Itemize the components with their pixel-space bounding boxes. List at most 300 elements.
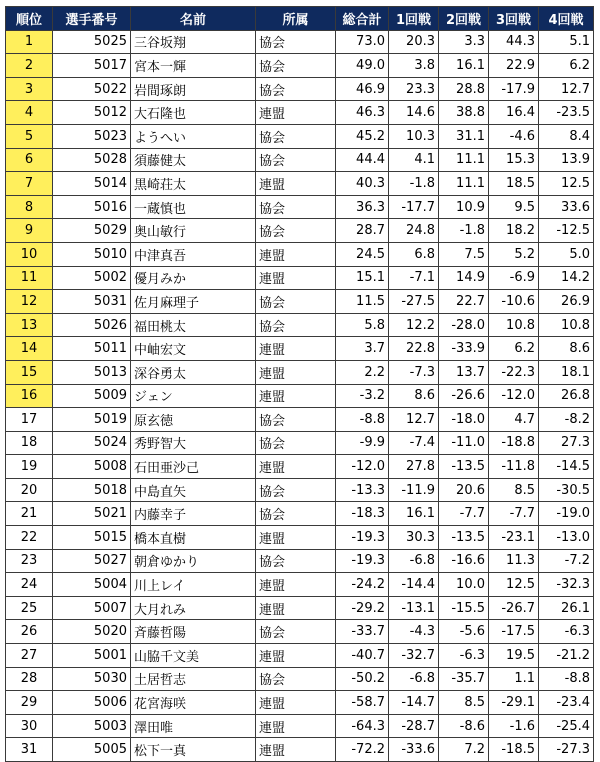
- table-row: [6, 455, 594, 479]
- cell-round-2: 20.6: [439, 478, 489, 502]
- cell-player-number: 5028: [53, 148, 131, 172]
- cell-player-number: 5003: [53, 714, 131, 738]
- cell-total: -24.2: [336, 573, 389, 597]
- cell-round-1: 3.8: [389, 54, 439, 78]
- cell-affiliation: 協会: [256, 30, 336, 54]
- cell-name: 一蔵慎也: [131, 195, 256, 219]
- cell-round-4: 26.1: [539, 596, 594, 620]
- cell-name: 須藤健太: [131, 148, 256, 172]
- cell-affiliation: 協会: [256, 431, 336, 455]
- cell-round-3: 22.9: [489, 54, 539, 78]
- header-affiliation: 所属: [256, 7, 336, 31]
- cell-name: 朝倉ゆかり: [131, 549, 256, 573]
- cell-round-2: -13.5: [439, 526, 489, 550]
- cell-total: 2.2: [336, 360, 389, 384]
- cell-total: -18.3: [336, 502, 389, 526]
- cell-rank: 15: [6, 360, 53, 384]
- header-total: 総合計: [336, 7, 389, 31]
- cell-name: 奥山敏行: [131, 219, 256, 243]
- cell-round-2: 13.7: [439, 360, 489, 384]
- cell-round-2: -1.8: [439, 219, 489, 243]
- cell-rank: 21: [6, 502, 53, 526]
- cell-round-1: 6.8: [389, 242, 439, 266]
- cell-rank: 20: [6, 478, 53, 502]
- cell-rank: 12: [6, 290, 53, 314]
- header-rank: 順位: [6, 7, 53, 31]
- cell-name: 三谷坂翔: [131, 30, 256, 54]
- cell-round-1: -7.1: [389, 266, 439, 290]
- cell-round-4: -12.5: [539, 219, 594, 243]
- cell-rank: 27: [6, 644, 53, 668]
- cell-affiliation: 連盟: [256, 526, 336, 550]
- cell-round-4: 27.3: [539, 431, 594, 455]
- table-row: [6, 384, 594, 408]
- cell-round-2: 22.7: [439, 290, 489, 314]
- cell-round-4: -8.2: [539, 408, 594, 432]
- cell-round-4: 33.6: [539, 195, 594, 219]
- cell-rank: 11: [6, 266, 53, 290]
- cell-player-number: 5010: [53, 242, 131, 266]
- cell-round-4: -21.2: [539, 644, 594, 668]
- cell-rank: 23: [6, 549, 53, 573]
- cell-total: -13.3: [336, 478, 389, 502]
- cell-total: 28.7: [336, 219, 389, 243]
- cell-total: -8.8: [336, 408, 389, 432]
- cell-round-2: -28.0: [439, 313, 489, 337]
- results-body: [6, 30, 594, 761]
- cell-rank: 4: [6, 101, 53, 125]
- cell-round-4: 5.1: [539, 30, 594, 54]
- cell-affiliation: 協会: [256, 148, 336, 172]
- table-row: [6, 408, 594, 432]
- cell-round-4: 26.9: [539, 290, 594, 314]
- cell-round-1: -6.8: [389, 667, 439, 691]
- cell-player-number: 5019: [53, 408, 131, 432]
- table-row: [6, 714, 594, 738]
- cell-affiliation: 連盟: [256, 360, 336, 384]
- cell-round-4: 18.1: [539, 360, 594, 384]
- cell-name: 秀野智大: [131, 431, 256, 455]
- table-row: [6, 290, 594, 314]
- cell-name: 澤田唯: [131, 714, 256, 738]
- cell-total: -50.2: [336, 667, 389, 691]
- cell-name: 中岫宏文: [131, 337, 256, 361]
- cell-round-2: -8.6: [439, 714, 489, 738]
- cell-affiliation: 協会: [256, 313, 336, 337]
- cell-round-3: -17.5: [489, 620, 539, 644]
- cell-round-1: 4.1: [389, 148, 439, 172]
- cell-round-3: 9.5: [489, 195, 539, 219]
- cell-round-2: -35.7: [439, 667, 489, 691]
- table-row: [6, 148, 594, 172]
- cell-affiliation: 連盟: [256, 738, 336, 762]
- cell-total: 3.7: [336, 337, 389, 361]
- cell-round-3: -26.7: [489, 596, 539, 620]
- table-row: [6, 549, 594, 573]
- cell-round-4: -14.5: [539, 455, 594, 479]
- cell-round-1: 20.3: [389, 30, 439, 54]
- results-table: [5, 6, 594, 762]
- cell-round-3: -12.0: [489, 384, 539, 408]
- cell-total: 49.0: [336, 54, 389, 78]
- table-row: [6, 195, 594, 219]
- cell-player-number: 5012: [53, 101, 131, 125]
- cell-rank: 7: [6, 172, 53, 196]
- cell-round-1: -32.7: [389, 644, 439, 668]
- cell-round-3: 12.5: [489, 573, 539, 597]
- table-row: [6, 172, 594, 196]
- header-round-3: 3回戦: [489, 7, 539, 31]
- cell-round-3: 16.4: [489, 101, 539, 125]
- cell-rank: 26: [6, 620, 53, 644]
- cell-name: 松下一真: [131, 738, 256, 762]
- table-row: [6, 738, 594, 762]
- cell-rank: 16: [6, 384, 53, 408]
- cell-round-1: 16.1: [389, 502, 439, 526]
- cell-rank: 17: [6, 408, 53, 432]
- cell-round-4: -27.3: [539, 738, 594, 762]
- cell-round-2: 8.5: [439, 691, 489, 715]
- cell-round-1: -11.9: [389, 478, 439, 502]
- cell-player-number: 5018: [53, 478, 131, 502]
- cell-player-number: 5007: [53, 596, 131, 620]
- header-round-4: 4回戦: [539, 7, 594, 31]
- cell-player-number: 5014: [53, 172, 131, 196]
- cell-round-2: -15.5: [439, 596, 489, 620]
- table-row: [6, 667, 594, 691]
- cell-round-2: -5.6: [439, 620, 489, 644]
- cell-round-2: -26.6: [439, 384, 489, 408]
- cell-round-2: -18.0: [439, 408, 489, 432]
- cell-round-2: 31.1: [439, 124, 489, 148]
- cell-round-1: -13.1: [389, 596, 439, 620]
- cell-player-number: 5013: [53, 360, 131, 384]
- cell-round-1: -1.8: [389, 172, 439, 196]
- cell-name: 石田亜沙己: [131, 455, 256, 479]
- cell-round-3: 11.3: [489, 549, 539, 573]
- cell-round-4: 8.6: [539, 337, 594, 361]
- cell-affiliation: 連盟: [256, 266, 336, 290]
- cell-round-4: -25.4: [539, 714, 594, 738]
- cell-round-4: 8.4: [539, 124, 594, 148]
- cell-round-4: 6.2: [539, 54, 594, 78]
- cell-round-1: 22.8: [389, 337, 439, 361]
- header-round-2: 2回戦: [439, 7, 489, 31]
- cell-round-3: 44.3: [489, 30, 539, 54]
- cell-name: ジェン: [131, 384, 256, 408]
- cell-round-1: 12.7: [389, 408, 439, 432]
- cell-player-number: 5015: [53, 526, 131, 550]
- table-row: [6, 596, 594, 620]
- cell-round-4: -32.3: [539, 573, 594, 597]
- cell-total: 45.2: [336, 124, 389, 148]
- header-player-number: 選手番号: [53, 7, 131, 31]
- cell-affiliation: 連盟: [256, 384, 336, 408]
- cell-player-number: 5001: [53, 644, 131, 668]
- cell-round-2: 7.5: [439, 242, 489, 266]
- cell-name: 土居哲志: [131, 667, 256, 691]
- cell-round-3: 10.8: [489, 313, 539, 337]
- cell-round-3: -7.7: [489, 502, 539, 526]
- cell-rank: 30: [6, 714, 53, 738]
- cell-rank: 1: [6, 30, 53, 54]
- cell-name: 内藤幸子: [131, 502, 256, 526]
- cell-round-4: -19.0: [539, 502, 594, 526]
- results-table-container: [5, 6, 594, 762]
- cell-affiliation: 協会: [256, 549, 336, 573]
- cell-round-1: -14.7: [389, 691, 439, 715]
- cell-player-number: 5011: [53, 337, 131, 361]
- cell-total: 46.3: [336, 101, 389, 125]
- cell-round-3: 8.5: [489, 478, 539, 502]
- cell-round-1: 10.3: [389, 124, 439, 148]
- cell-total: -12.0: [336, 455, 389, 479]
- cell-rank: 14: [6, 337, 53, 361]
- cell-round-2: 38.8: [439, 101, 489, 125]
- cell-round-4: -13.0: [539, 526, 594, 550]
- cell-player-number: 5006: [53, 691, 131, 715]
- cell-round-3: 5.2: [489, 242, 539, 266]
- header-round-1: 1回戦: [389, 7, 439, 31]
- cell-round-4: -8.8: [539, 667, 594, 691]
- cell-round-3: 19.5: [489, 644, 539, 668]
- cell-round-2: 11.1: [439, 148, 489, 172]
- cell-affiliation: 協会: [256, 290, 336, 314]
- cell-total: 36.3: [336, 195, 389, 219]
- cell-total: 11.5: [336, 290, 389, 314]
- cell-name: 佐月麻理子: [131, 290, 256, 314]
- table-row: [6, 431, 594, 455]
- cell-total: -33.7: [336, 620, 389, 644]
- cell-round-2: -33.9: [439, 337, 489, 361]
- cell-total: -29.2: [336, 596, 389, 620]
- cell-round-4: 13.9: [539, 148, 594, 172]
- cell-round-2: 3.3: [439, 30, 489, 54]
- cell-round-4: -6.3: [539, 620, 594, 644]
- cell-total: -58.7: [336, 691, 389, 715]
- cell-round-3: -10.6: [489, 290, 539, 314]
- cell-rank: 22: [6, 526, 53, 550]
- cell-player-number: 5026: [53, 313, 131, 337]
- cell-total: -19.3: [336, 549, 389, 573]
- cell-affiliation: 協会: [256, 77, 336, 101]
- cell-total: 44.4: [336, 148, 389, 172]
- cell-rank: 28: [6, 667, 53, 691]
- cell-round-1: 27.8: [389, 455, 439, 479]
- cell-name: 優月みか: [131, 266, 256, 290]
- cell-rank: 18: [6, 431, 53, 455]
- header-name: 名前: [131, 7, 256, 31]
- cell-round-1: -28.7: [389, 714, 439, 738]
- cell-affiliation: 連盟: [256, 596, 336, 620]
- cell-player-number: 5030: [53, 667, 131, 691]
- cell-rank: 2: [6, 54, 53, 78]
- cell-affiliation: 連盟: [256, 644, 336, 668]
- cell-round-2: -16.6: [439, 549, 489, 573]
- cell-affiliation: 連盟: [256, 101, 336, 125]
- cell-round-1: -7.4: [389, 431, 439, 455]
- cell-round-1: 24.8: [389, 219, 439, 243]
- header-row: [6, 7, 594, 31]
- cell-round-3: -18.5: [489, 738, 539, 762]
- cell-player-number: 5016: [53, 195, 131, 219]
- cell-affiliation: 連盟: [256, 337, 336, 361]
- cell-total: 15.1: [336, 266, 389, 290]
- cell-round-1: 30.3: [389, 526, 439, 550]
- cell-round-4: 12.5: [539, 172, 594, 196]
- cell-round-3: 15.3: [489, 148, 539, 172]
- cell-round-2: 16.1: [439, 54, 489, 78]
- cell-round-3: -29.1: [489, 691, 539, 715]
- table-row: [6, 242, 594, 266]
- cell-player-number: 5027: [53, 549, 131, 573]
- cell-round-3: 4.7: [489, 408, 539, 432]
- cell-round-3: 1.1: [489, 667, 539, 691]
- cell-player-number: 5025: [53, 30, 131, 54]
- cell-round-2: 10.9: [439, 195, 489, 219]
- cell-player-number: 5031: [53, 290, 131, 314]
- cell-player-number: 5024: [53, 431, 131, 455]
- cell-affiliation: 連盟: [256, 573, 336, 597]
- cell-round-1: 14.6: [389, 101, 439, 125]
- cell-round-1: 8.6: [389, 384, 439, 408]
- cell-round-4: -23.5: [539, 101, 594, 125]
- cell-affiliation: 協会: [256, 195, 336, 219]
- cell-round-4: -7.2: [539, 549, 594, 573]
- table-row: [6, 360, 594, 384]
- cell-name: 宮本一輝: [131, 54, 256, 78]
- cell-affiliation: 協会: [256, 54, 336, 78]
- cell-total: 40.3: [336, 172, 389, 196]
- cell-total: -3.2: [336, 384, 389, 408]
- table-row: [6, 124, 594, 148]
- cell-round-4: 5.0: [539, 242, 594, 266]
- cell-total: -64.3: [336, 714, 389, 738]
- cell-round-3: -17.9: [489, 77, 539, 101]
- cell-affiliation: 協会: [256, 502, 336, 526]
- cell-player-number: 5022: [53, 77, 131, 101]
- cell-name: 中島直矢: [131, 478, 256, 502]
- cell-name: 斉藤哲陽: [131, 620, 256, 644]
- cell-round-4: 12.7: [539, 77, 594, 101]
- cell-player-number: 5029: [53, 219, 131, 243]
- table-row: [6, 30, 594, 54]
- cell-round-3: -6.9: [489, 266, 539, 290]
- cell-player-number: 5004: [53, 573, 131, 597]
- cell-round-4: 26.8: [539, 384, 594, 408]
- cell-rank: 13: [6, 313, 53, 337]
- cell-affiliation: 協会: [256, 478, 336, 502]
- cell-affiliation: 協会: [256, 620, 336, 644]
- cell-affiliation: 連盟: [256, 242, 336, 266]
- cell-round-3: -18.8: [489, 431, 539, 455]
- table-row: [6, 266, 594, 290]
- cell-affiliation: 協会: [256, 667, 336, 691]
- cell-rank: 19: [6, 455, 53, 479]
- cell-rank: 25: [6, 596, 53, 620]
- table-row: [6, 644, 594, 668]
- cell-rank: 29: [6, 691, 53, 715]
- cell-round-1: -14.4: [389, 573, 439, 597]
- table-row: [6, 620, 594, 644]
- cell-name: 大石隆也: [131, 101, 256, 125]
- cell-rank: 3: [6, 77, 53, 101]
- table-row: [6, 526, 594, 550]
- cell-name: 黒崎荘太: [131, 172, 256, 196]
- cell-round-1: -6.8: [389, 549, 439, 573]
- cell-round-3: -23.1: [489, 526, 539, 550]
- cell-total: -19.3: [336, 526, 389, 550]
- table-row: [6, 502, 594, 526]
- table-row: [6, 573, 594, 597]
- cell-total: -72.2: [336, 738, 389, 762]
- cell-name: 山脇千文美: [131, 644, 256, 668]
- cell-name: 花宮海咲: [131, 691, 256, 715]
- cell-round-4: -30.5: [539, 478, 594, 502]
- cell-affiliation: 協会: [256, 124, 336, 148]
- cell-total: 73.0: [336, 30, 389, 54]
- cell-total: 24.5: [336, 242, 389, 266]
- cell-affiliation: 連盟: [256, 455, 336, 479]
- cell-round-2: 11.1: [439, 172, 489, 196]
- cell-affiliation: 連盟: [256, 714, 336, 738]
- cell-round-2: 28.8: [439, 77, 489, 101]
- table-row: [6, 337, 594, 361]
- table-row: [6, 54, 594, 78]
- cell-round-3: 6.2: [489, 337, 539, 361]
- cell-total: -40.7: [336, 644, 389, 668]
- cell-rank: 24: [6, 573, 53, 597]
- table-row: [6, 219, 594, 243]
- table-row: [6, 313, 594, 337]
- cell-round-2: 7.2: [439, 738, 489, 762]
- cell-rank: 8: [6, 195, 53, 219]
- cell-name: 川上レイ: [131, 573, 256, 597]
- cell-round-4: 14.2: [539, 266, 594, 290]
- cell-name: 大月れみ: [131, 596, 256, 620]
- cell-player-number: 5005: [53, 738, 131, 762]
- table-row: [6, 691, 594, 715]
- cell-player-number: 5008: [53, 455, 131, 479]
- cell-round-2: -7.7: [439, 502, 489, 526]
- cell-round-2: 10.0: [439, 573, 489, 597]
- cell-round-2: -13.5: [439, 455, 489, 479]
- cell-name: 橋本直樹: [131, 526, 256, 550]
- cell-player-number: 5017: [53, 54, 131, 78]
- cell-total: 5.8: [336, 313, 389, 337]
- cell-affiliation: 連盟: [256, 172, 336, 196]
- cell-rank: 9: [6, 219, 53, 243]
- cell-round-2: -11.0: [439, 431, 489, 455]
- cell-round-3: -11.8: [489, 455, 539, 479]
- cell-total: -9.9: [336, 431, 389, 455]
- cell-round-2: 14.9: [439, 266, 489, 290]
- cell-round-1: -27.5: [389, 290, 439, 314]
- cell-round-3: 18.5: [489, 172, 539, 196]
- cell-affiliation: 協会: [256, 408, 336, 432]
- cell-player-number: 5009: [53, 384, 131, 408]
- cell-name: 岩間琢朗: [131, 77, 256, 101]
- cell-player-number: 5021: [53, 502, 131, 526]
- cell-round-3: 18.2: [489, 219, 539, 243]
- cell-total: 46.9: [336, 77, 389, 101]
- cell-round-1: -7.3: [389, 360, 439, 384]
- cell-affiliation: 協会: [256, 219, 336, 243]
- cell-player-number: 5023: [53, 124, 131, 148]
- cell-name: ようへい: [131, 124, 256, 148]
- cell-round-3: -4.6: [489, 124, 539, 148]
- table-row: [6, 478, 594, 502]
